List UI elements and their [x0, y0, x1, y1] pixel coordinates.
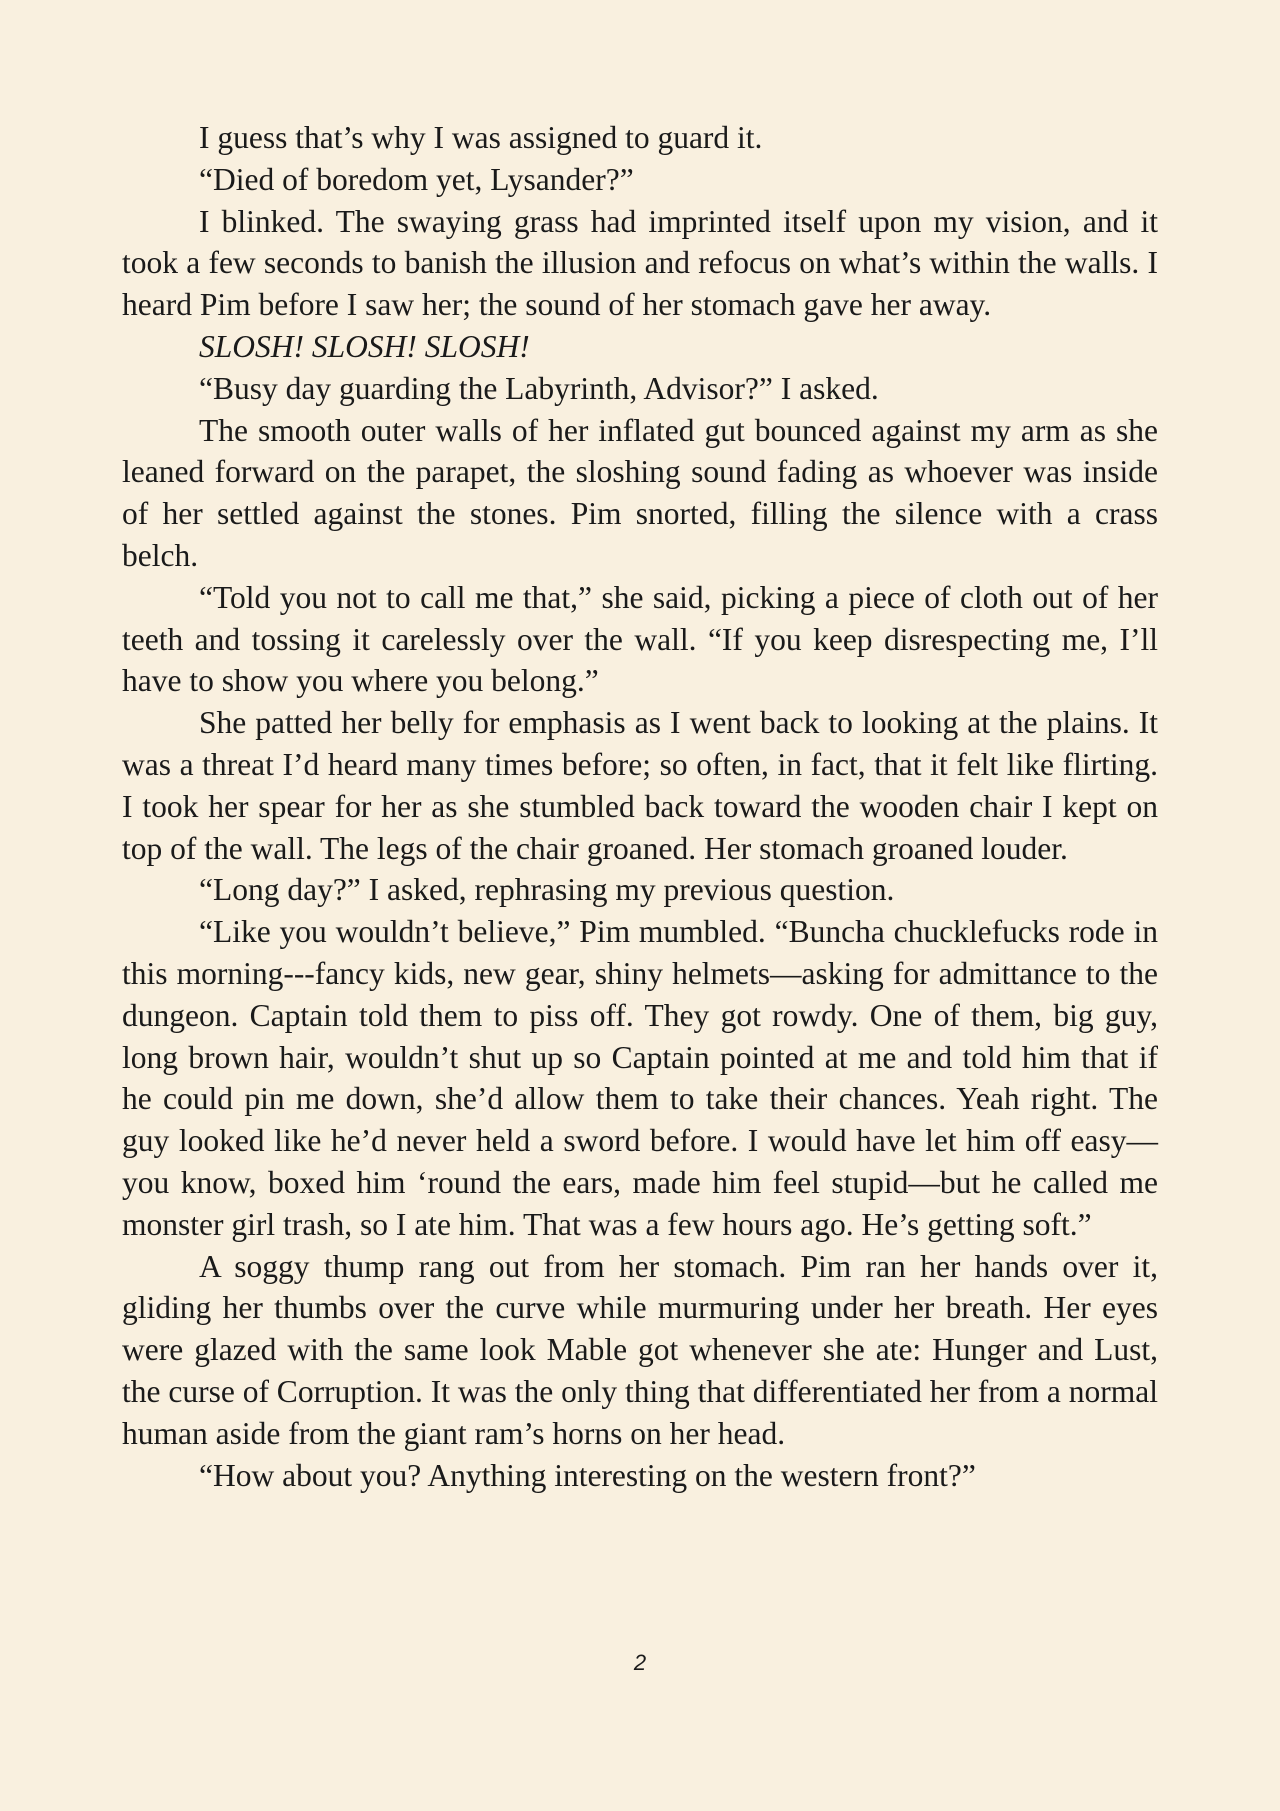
paragraph-3: I blinked. The swaying grass had imprinted itself upon my vision, and it took a few seconds to banish the illusion and refocus on what’s within the walls. I heard Pim before I saw her; the sound of her stomach gave her away.: [122, 203, 1158, 323]
page-number: 2: [633, 1650, 647, 1675]
paragraph-12: “How about you? Anything interesting on the western front?”: [199, 1457, 976, 1493]
paragraph-5: “Busy day guarding the Labyrinth, Advisor?” I asked.: [199, 370, 879, 406]
paragraph-8: She patted her belly for emphasis as I went back to looking at the plains. It was a threat I’d heard many times before; so often, in fact, that it felt like flirting. I took her spear for her as she stumbled back toward the wooden chair I kept on top of the wall. The legs of the chair groaned. Her stomach groaned louder.: [122, 705, 1158, 866]
paragraph-1: I guess that’s why I was assigned to guard it.: [199, 120, 763, 155]
paragraph-9: “Long day?” I asked, rephrasing my previous question.: [199, 872, 895, 908]
paragraph-10: “Like you wouldn’t believe,” Pim mumbled. “Buncha chucklefucks rode in this morning---fancy kids, new gear, shiny helmets—asking for admittance to the dungeon. Captain told them to piss off. They got rowdy. One of them, big guy, long brown hair, wouldn’t shut up so Captain pointed at me and told him that if he could pin me down, she’d allow them to take their chances. Yeah right. The guy looked like he’d never held a sword before. I would have let him off easy—you know, boxed him ‘round the ears, made him feel stupid—but he called me monster girl trash, so I ate him. That was a few hours ago. He’s getting soft.”: [122, 914, 1158, 1242]
paragraph-4-sound-effect: SLOSH! SLOSH! SLOSH!: [199, 328, 530, 364]
paragraph-6: The smooth outer walls of her inflated gut bounced against my arm as she leaned forward on the parapet, the sloshing sound fading as whoever was inside of her settled against the stones. Pim snorted, filling the silence with a crass belch.: [122, 412, 1158, 573]
paragraph-11: A soggy thump rang out from her stomach. Pim ran her hands over it, gliding her thumbs over the curve while murmuring under her breath. Her eyes were glazed with the same look Mable got whenever she ate: Hunger and Lust, the curse of Corruption. It was the only thing that differentiated her from a normal human aside from the giant ram’s horns on her head.: [122, 1248, 1158, 1451]
paragraph-2: “Died of boredom yet, Lysander?”: [199, 161, 634, 197]
page-body: [122, 117, 1158, 1496]
paragraph-7: “Told you not to call me that,” she said, picking a piece of cloth out of her teeth and tossing it carelessly over the wall. “If you keep disrespecting me, I’ll have to show you where you belong.”: [122, 579, 1158, 699]
